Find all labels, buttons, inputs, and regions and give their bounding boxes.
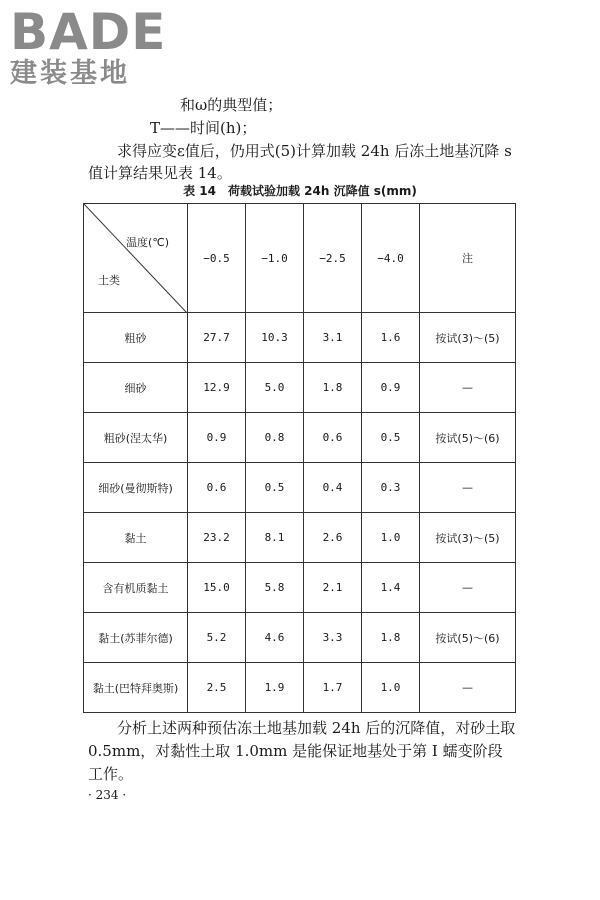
column-header: −4.0 — [362, 204, 420, 313]
settlement-value-cell: 27.7 — [188, 313, 246, 363]
table-body — [84, 313, 516, 713]
settlement-value-cell: 4.6 — [246, 613, 304, 663]
conclusion-line-1: 分析上述两种预估冻土地基加载 24h 后的沉降值，对砂土取 — [117, 719, 516, 737]
diagonal-header-cell — [84, 204, 188, 313]
settlement-value-cell: 0.6 — [188, 463, 246, 513]
logo-subtitle: 建装基地 — [10, 58, 130, 89]
settlement-value-cell: 3.1 — [304, 313, 362, 363]
soil-type-cell: 黏土(苏菲尔德) — [84, 613, 188, 663]
settlement-value-cell: 0.5 — [246, 463, 304, 513]
settlement-value-cell: 1.6 — [362, 313, 420, 363]
settlement-value-cell: 2.5 — [188, 663, 246, 713]
temperature-label: 温度(℃) — [126, 236, 169, 249]
soil-type-cell: 含有机质黏土 — [84, 563, 188, 613]
soil-type-cell: 黏土 — [84, 513, 188, 563]
settlement-value-cell: 0.4 — [304, 463, 362, 513]
note-cell: 按试(3)～(5) — [420, 313, 516, 363]
table-row — [84, 613, 516, 663]
settlement-value-cell: 1.4 — [362, 563, 420, 613]
settlement-value-cell: 0.3 — [362, 463, 420, 513]
settlement-value-cell: 12.9 — [188, 363, 246, 413]
table-row — [84, 313, 516, 363]
settlement-value-cell: 15.0 — [188, 563, 246, 613]
note-cell: 按试(5)～(6) — [420, 613, 516, 663]
settlement-value-cell: 23.2 — [188, 513, 246, 563]
settlement-table — [83, 203, 516, 713]
note-cell: — — [420, 663, 516, 713]
settlement-value-cell: 2.1 — [304, 563, 362, 613]
settlement-value-cell: 10.3 — [246, 313, 304, 363]
settlement-value-cell: 2.6 — [304, 513, 362, 563]
settlement-value-cell: 0.5 — [362, 413, 420, 463]
settlement-value-cell: 8.1 — [246, 513, 304, 563]
soil-type-label: 土类 — [98, 274, 120, 287]
intro-line-1: 和ω的典型值； — [180, 96, 283, 114]
brand-logo — [10, 4, 166, 90]
settlement-value-cell: 3.3 — [304, 613, 362, 663]
note-cell: 按试(5)～(6) — [420, 413, 516, 463]
settlement-value-cell: 5.2 — [188, 613, 246, 663]
intro-line-3: 求得应变ε值后，仍用式(5)计算加载 24h 后冻土地基沉降 s — [117, 142, 512, 160]
settlement-value-cell: 1.0 — [362, 513, 420, 563]
logo-brand-text: BADE — [10, 3, 167, 61]
soil-type-cell: 粗砂 — [84, 313, 188, 363]
table-row — [84, 663, 516, 713]
table-row — [84, 413, 516, 463]
settlement-value-cell: 5.8 — [246, 563, 304, 613]
settlement-value-cell: 0.9 — [362, 363, 420, 413]
note-cell: — — [420, 563, 516, 613]
conclusion-line-3: 工作。 — [88, 765, 134, 783]
note-column-header: 注 — [420, 204, 516, 313]
soil-type-cell: 细砂 — [84, 363, 188, 413]
settlement-value-cell: 5.0 — [246, 363, 304, 413]
settlement-value-cell: 0.9 — [188, 413, 246, 463]
settlement-value-cell: 0.6 — [304, 413, 362, 463]
diagonal-line — [84, 204, 187, 313]
table-row — [84, 563, 516, 613]
settlement-value-cell: 1.0 — [362, 663, 420, 713]
settlement-value-cell: 0.8 — [246, 413, 304, 463]
table-row — [84, 513, 516, 563]
soil-type-cell: 黏土(巴特拜奥斯) — [84, 663, 188, 713]
table-row — [84, 363, 516, 413]
conclusion-line-2: 0.5mm，对黏性土取 1.0mm 是能保证地基处于第 Ⅰ 蠕变阶段 — [88, 742, 503, 760]
settlement-value-cell: 1.8 — [304, 363, 362, 413]
note-cell: — — [420, 463, 516, 513]
table-header-row — [84, 204, 516, 313]
column-header: −0.5 — [188, 204, 246, 313]
settlement-value-cell: 1.8 — [362, 613, 420, 663]
settlement-value-cell: 1.9 — [246, 663, 304, 713]
intro-line-2: T——时间(h)； — [150, 119, 257, 137]
note-cell: — — [420, 363, 516, 413]
page-number: · 234 · — [88, 788, 127, 802]
settlement-value-cell: 1.7 — [304, 663, 362, 713]
column-header: −2.5 — [304, 204, 362, 313]
soil-type-cell: 细砂(曼彻斯特) — [84, 463, 188, 513]
column-header: −1.0 — [246, 204, 304, 313]
soil-type-cell: 粗砂(涅太华) — [84, 413, 188, 463]
note-cell: 按试(3)～(5) — [420, 513, 516, 563]
table-caption: 表 14 荷载试验加载 24h 沉降值 s(mm) — [183, 184, 417, 198]
intro-line-4: 值计算结果见表 14。 — [88, 164, 232, 182]
table-row — [84, 463, 516, 513]
